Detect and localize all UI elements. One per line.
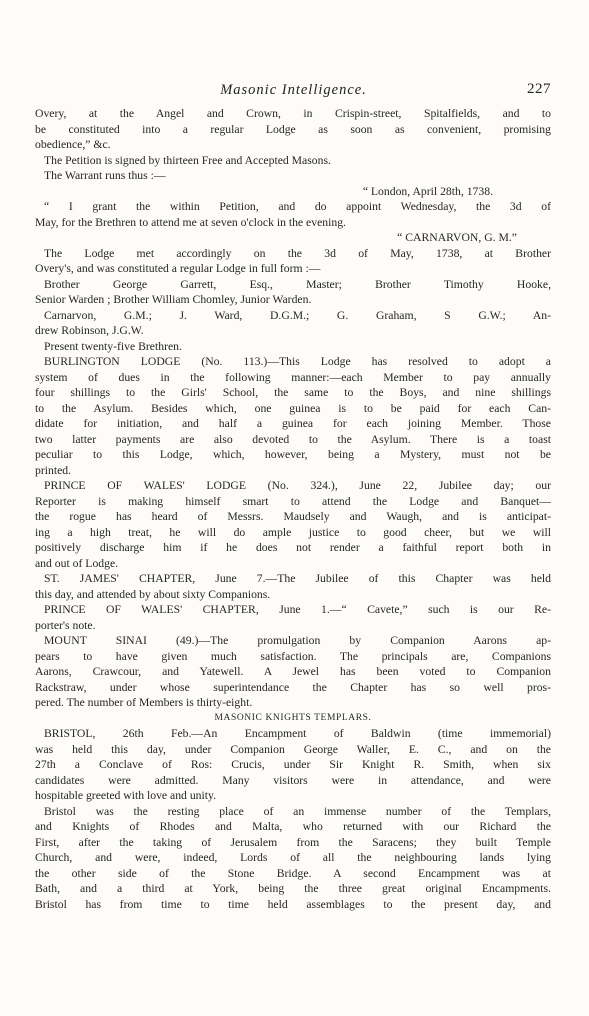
text-line: Brother George Garrett, Esq., Master; Brother Timothy Hooke, (44, 277, 551, 291)
text-line: was held this day, under Companion George Waller, E. C., and on the (35, 742, 551, 756)
text-line: be constituted into a regular Lodge as soon as convenient, promising (35, 122, 551, 136)
text-line: Present twenty-five Brethren. (44, 339, 182, 353)
text-line: candidates were admitted. Many visitors were in attendance, and were (35, 773, 551, 787)
text-line: printed. (35, 463, 72, 477)
text-line: porter's note. (35, 618, 96, 632)
text-line: and Knights of Rhodes and Malta, who returned with our Richard the (35, 820, 551, 833)
text-line: positively discharge him if he does not render a faithful report both in (35, 541, 551, 554)
text-line: Aarons, Crawcour, and Yatewell. A Jewel has been voted to Companion (35, 665, 551, 678)
text-line: pears to have given much satisfaction. The principals are, Companions (35, 649, 551, 663)
text-line: obedience,” &c. (35, 138, 111, 151)
text-line: MOUNT SINAI (49.)—The promulgation by Companion Aarons ap- (44, 634, 551, 647)
text-line: Carnarvon, G.M.; J. Ward, D.G.M.; G. Graham, S G.W.; An- (44, 308, 551, 322)
text-line: BURLINGTON LODGE (No. 113.)—This Lodge has resolved to adopt a (44, 355, 551, 368)
text-line: Bath, and a third at York, being the three great original Encampments. (35, 882, 551, 895)
text-line: and out of Lodge. (35, 556, 119, 570)
text-line: drew Robinson, J.G.W. (35, 324, 144, 337)
text-line: peculiar to this Lodge, which, however, being a Mystery, must not be (35, 448, 551, 461)
text-line: The Warrant runs thus :— (44, 169, 166, 182)
text-line: hospitable greeted with love and unity. (35, 789, 217, 802)
text-line: Bristol was the resting place of an immense number of the Templars, (44, 804, 551, 818)
section-heading: MASONIC KNIGHTS TEMPLARS. (214, 712, 372, 723)
running-head-title: Masonic Intelligence. (220, 82, 367, 98)
text-line: ing a high treat, he will do ample justice to good cheer, but we will (35, 525, 551, 539)
text-line: “ CARNARVON, G. M.” (397, 231, 517, 244)
text-line: Overy's, and was constituted a regular Lodge in full form :— (35, 262, 321, 275)
page-number: 227 (527, 81, 551, 97)
text-line: to the Asylum. Besides which, one guinea is to be paid for each Can- (35, 401, 551, 415)
text-line: 27th a Conclave of Ros: Crucis, under Sir Knight R. Smith, when six (35, 758, 551, 771)
text-line: two latter payments are also devoted to the Asylum. There is a toast (35, 432, 551, 446)
text-line: the other side of the Stone Bridge. A second Encampment was at (35, 866, 551, 880)
text-line: “ I grant the within Petition, and do appoint Wednesday, the 3d of (44, 200, 551, 213)
text-line: Reporter is making himself smart to attend the Lodge and Banquet— (35, 494, 551, 508)
text-line: BRISTOL, 26th Feb.—An Encampment of Baldwin (time immemorial) (44, 727, 551, 740)
text-line: The Petition is signed by thirteen Free and Accepted Masons. (44, 153, 331, 167)
text-line: PRINCE OF WALES' CHAPTER, June 1.—“ Cavete,” such is our Re- (44, 603, 551, 616)
text-line: system of dues in the following manner:—each Member to pay annually (35, 370, 551, 384)
text-line: First, after the taking of Jerusalem from the Saracens; they built Temple (35, 835, 551, 849)
text-line: “ London, April 28th, 1738. (362, 184, 493, 198)
text-line: pered. The number of Members is thirty-eight. (35, 696, 253, 709)
running-head (36, 82, 551, 100)
text-line: didate for initiation, and half a guinea for each joining Member. Those (35, 417, 551, 430)
text-line: The Lodge met accordingly on the 3d of May, 1738, at Brother (44, 246, 551, 260)
text-body (35, 106, 551, 912)
text-line: the rogue has heard of Messrs. Maudsely and Waugh, and is anticipat- (35, 510, 551, 523)
text-line: Overy, at the Angel and Crown, in Crispin-street, Spitalfields, and to (35, 107, 551, 120)
text-line: Church, and were, indeed, Lords of all the neighbouring lands lying (35, 851, 551, 864)
text-line: PRINCE OF WALES' LODGE (No. 324.), June 22, Jubilee day; our (44, 479, 551, 492)
text-line: Rackstraw, under whose superintendance the Chapter has so well pros- (35, 680, 551, 694)
text-line: ST. JAMES' CHAPTER, June 7.—The Jubilee of this Chapter was held (44, 572, 551, 585)
text-line: this day, and attended by about sixty Companions. (35, 587, 271, 601)
text-line: May, for the Brethren to attend me at seven o'clock in the evening. (35, 215, 346, 229)
text-line: Bristol has from time to time held assemblages to the present day, and (35, 897, 551, 911)
text-line: four shillings to the Girls' School, the same to the Boys, and nine shillings (35, 386, 551, 399)
text-line: Senior Warden ; Brother William Chomley, Junior Warden. (35, 293, 312, 306)
